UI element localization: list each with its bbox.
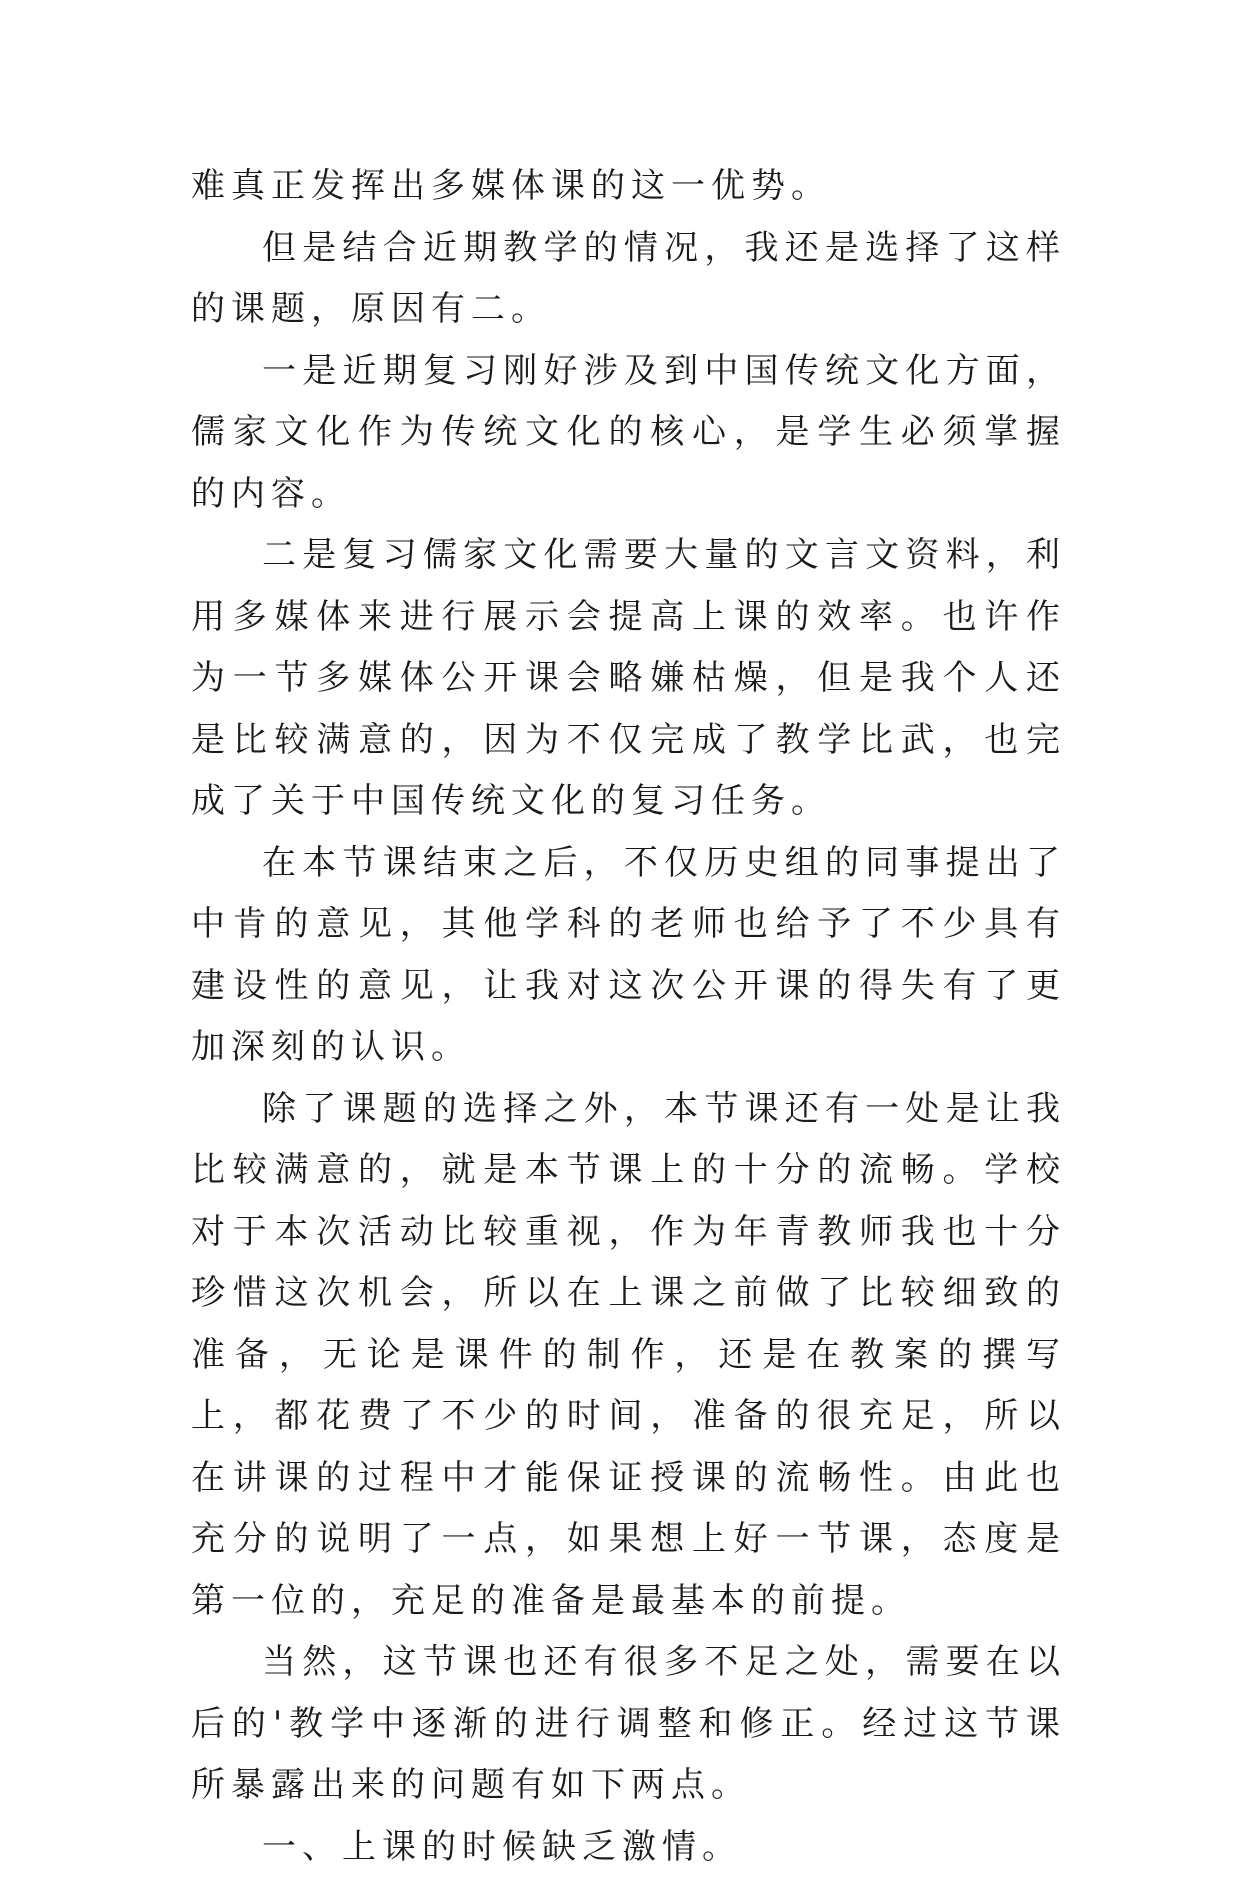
paragraph-shortcomings: 当然，这节课也还有很多不足之处，需要在以后的'教学中逐渐的进行调整和修正。经过这节课所暴露出来的问题有如下两点。 [191,1632,1066,1817]
paragraph-continuation: 难真正发挥出多媒体课的这一优势。 [191,156,1066,218]
paragraph-reason-two: 二是复习儒家文化需要大量的文言文资料，利用多媒体来进行展示会提高上课的效率。也许作为一节多媒体公开课会略嫌枯燥，但是我个人还是比较满意的，因为不仅完成了教学比武，也完成了关于中国传统文化的复习任务。 [191,525,1066,833]
paragraph-satisfaction: 除了课题的选择之外，本节课还有一处是让我比较满意的，就是本节课上的十分的流畅。学校对于本次活动比较重视，作为年青教师我也十分珍惜这次机会，所以在上课之前做了比较细致的准备，无论是课件的制作，还是在教案的撰写上，都花费了不少的时间，准备的很充足，所以在讲课的过程中才能保证授课的流畅性。由此也充分的说明了一点，如果想上好一节课，态度是第一位的，充足的准备是最基本的前提。 [191,1079,1066,1633]
paragraph-feedback: 在本节课结束之后，不仅历史组的同事提出了中肯的意见，其他学科的老师也给予了不少具有建设性的意见，让我对这次公开课的得失有了更加深刻的认识。 [191,833,1066,1079]
paragraph-topic-choice: 但是结合近期教学的情况，我还是选择了这样的课题，原因有二。 [191,218,1066,341]
paragraph-point-one: 一、上课的时候缺乏激情。 [191,1817,1066,1878]
paragraph-reason-one: 一是近期复习刚好涉及到中国传统文化方面，儒家文化作为传统文化的核心，是学生必须掌握的内容。 [191,341,1066,526]
document-body [191,156,1066,1878]
